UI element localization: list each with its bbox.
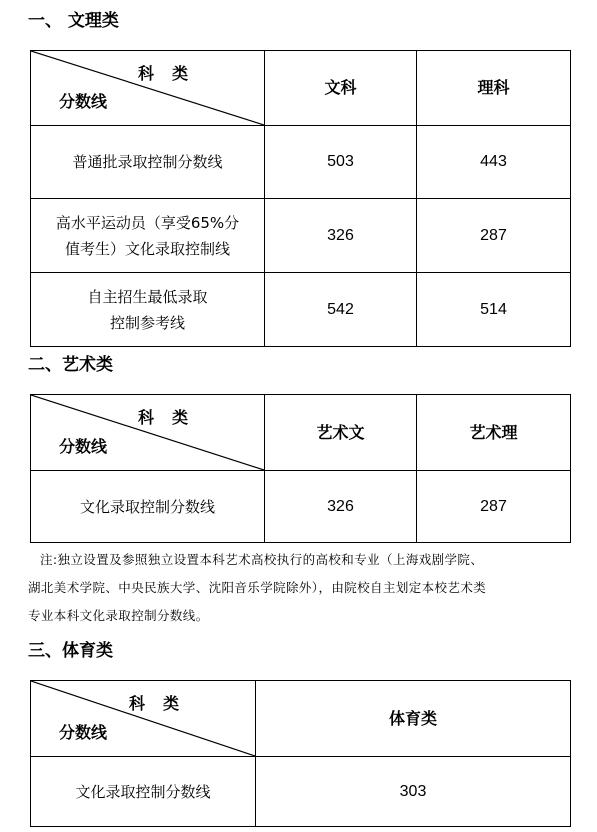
corner-bottom-label: 分数线	[59, 92, 108, 111]
note-line: 注:独立设置及参照独立设置本科艺术高校执行的高校和专业（上海戏剧学院、	[40, 552, 484, 567]
section-title-tiyu: 三、体育类	[28, 641, 113, 661]
row-label	[31, 199, 265, 273]
table-tiyu	[30, 680, 571, 827]
corner-bottom-label: 分数线	[59, 723, 108, 742]
corner-top-label: 科类	[137, 408, 206, 427]
row-label-line: 自主招生最低录取	[87, 287, 208, 306]
corner-top-label: 科类	[128, 694, 197, 713]
table-header-row	[31, 51, 571, 126]
column-header-tiyulei: 体育类	[256, 681, 571, 757]
art-note	[28, 546, 588, 630]
cell-value: 287	[417, 471, 571, 543]
table-row	[31, 126, 571, 199]
row-label-line: 值考生）文化录取控制线	[64, 239, 230, 258]
table-row	[31, 199, 571, 273]
cell-value: 514	[417, 273, 571, 347]
row-label-line: 高水平运动员（享受65%分	[55, 213, 240, 232]
row-label: 普通批录取控制分数线	[31, 126, 265, 199]
table-row	[31, 471, 571, 543]
cell-value: 287	[417, 199, 571, 273]
table-row	[31, 273, 571, 347]
table-header-row	[31, 681, 571, 757]
table-row	[31, 757, 571, 827]
corner-header-cell	[31, 395, 265, 471]
cell-value: 503	[265, 126, 417, 199]
table-wenli	[30, 50, 571, 347]
corner-header-cell	[31, 681, 256, 757]
section-title-wenli: 一、 文理类	[28, 11, 119, 31]
cell-value: 303	[256, 757, 571, 827]
row-label: 文化录取控制分数线	[31, 471, 265, 543]
row-label: 文化录取控制分数线	[31, 757, 256, 827]
table-yishu	[30, 394, 571, 543]
corner-bottom-label: 分数线	[59, 437, 108, 456]
column-header-like: 理科	[417, 51, 571, 126]
note-line: 专业本科文化录取控制分数线。	[28, 608, 209, 623]
cell-value: 542	[265, 273, 417, 347]
section-title-yishu: 二、艺术类	[28, 355, 113, 375]
note-line: 湖北美术学院、中央民族大学、沈阳音乐学院除外），由院校自主划定本校艺术类	[28, 580, 487, 595]
table-header-row	[31, 395, 571, 471]
cell-value: 326	[265, 471, 417, 543]
row-label	[31, 273, 265, 347]
corner-top-label: 科类	[137, 64, 206, 83]
row-label-line: 控制参考线	[109, 313, 185, 332]
cell-value: 443	[417, 126, 571, 199]
column-header-wenke: 文科	[265, 51, 417, 126]
cell-value: 326	[265, 199, 417, 273]
column-header-yishuwen: 艺术文	[265, 395, 417, 471]
column-header-yishuli: 艺术理	[417, 395, 571, 471]
corner-header-cell	[31, 51, 265, 126]
